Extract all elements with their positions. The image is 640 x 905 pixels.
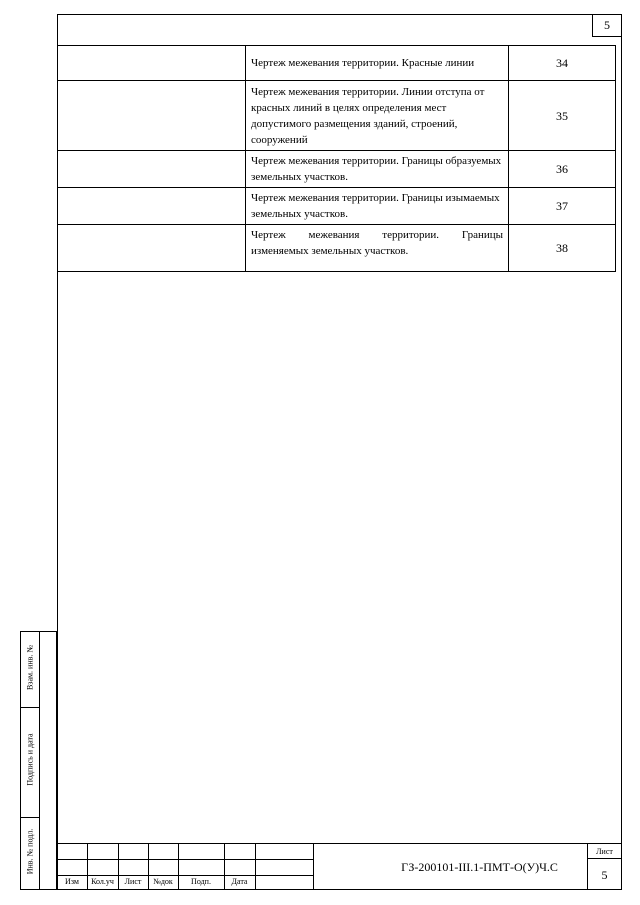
contents-title: Чертеж межевания территории. Линии отступа от красных линий в целях определения мест допустимого размещения зданий, строений, сооружений bbox=[246, 81, 509, 151]
sheet-number: 5 bbox=[601, 868, 608, 882]
blank-cell bbox=[58, 46, 246, 81]
contents-title: Чертеж межевания территории. Границы образуемых земельных участков. bbox=[246, 151, 509, 188]
contents-title: Чертеж межевания территории. Границы изменяемых земельных участков. bbox=[246, 225, 509, 272]
header-izm: Изм bbox=[65, 877, 79, 886]
contents-page: 38 bbox=[509, 225, 616, 272]
contents-page: 37 bbox=[509, 188, 616, 225]
table-row bbox=[58, 81, 616, 151]
table-row bbox=[58, 46, 616, 81]
blank-cell bbox=[58, 225, 246, 272]
blank-cell bbox=[58, 81, 246, 151]
table-row bbox=[58, 225, 616, 272]
contents-page: 34 bbox=[509, 46, 616, 81]
page-number: 5 bbox=[592, 15, 621, 37]
header-podp: Подп. bbox=[191, 877, 211, 886]
table-row bbox=[58, 188, 616, 225]
table-row bbox=[58, 151, 616, 188]
vzam-label: Взам. инв. № bbox=[25, 644, 35, 691]
contents-page: 35 bbox=[509, 81, 616, 151]
inv-label: Инв. № подл. bbox=[25, 828, 35, 875]
approval-stamp bbox=[20, 631, 57, 890]
header-ndok: №док bbox=[153, 877, 173, 886]
document-code: ГЗ-200101-III.1-ПМТ-О(У)Ч.С bbox=[401, 859, 558, 874]
blank-cell bbox=[58, 151, 246, 188]
header-data: Дата bbox=[231, 877, 248, 886]
header-list: Лист bbox=[124, 877, 142, 886]
contents-page: 36 bbox=[509, 151, 616, 188]
inv-cell bbox=[21, 817, 40, 889]
title-block bbox=[57, 843, 622, 890]
contents-table bbox=[57, 45, 616, 272]
podpis-cell bbox=[21, 707, 40, 818]
header-kolvo: Кол.уч bbox=[91, 877, 114, 886]
sheet-label: Лист bbox=[596, 847, 613, 856]
contents-title: Чертеж межевания территории. Красные линии bbox=[246, 46, 509, 81]
blank-cell bbox=[58, 188, 246, 225]
podpis-label: Подпись и дата bbox=[25, 733, 35, 786]
contents-title: Чертеж межевания территории. Границы изымаемых земельных участков. bbox=[246, 188, 509, 225]
vzam-cell bbox=[21, 632, 40, 708]
